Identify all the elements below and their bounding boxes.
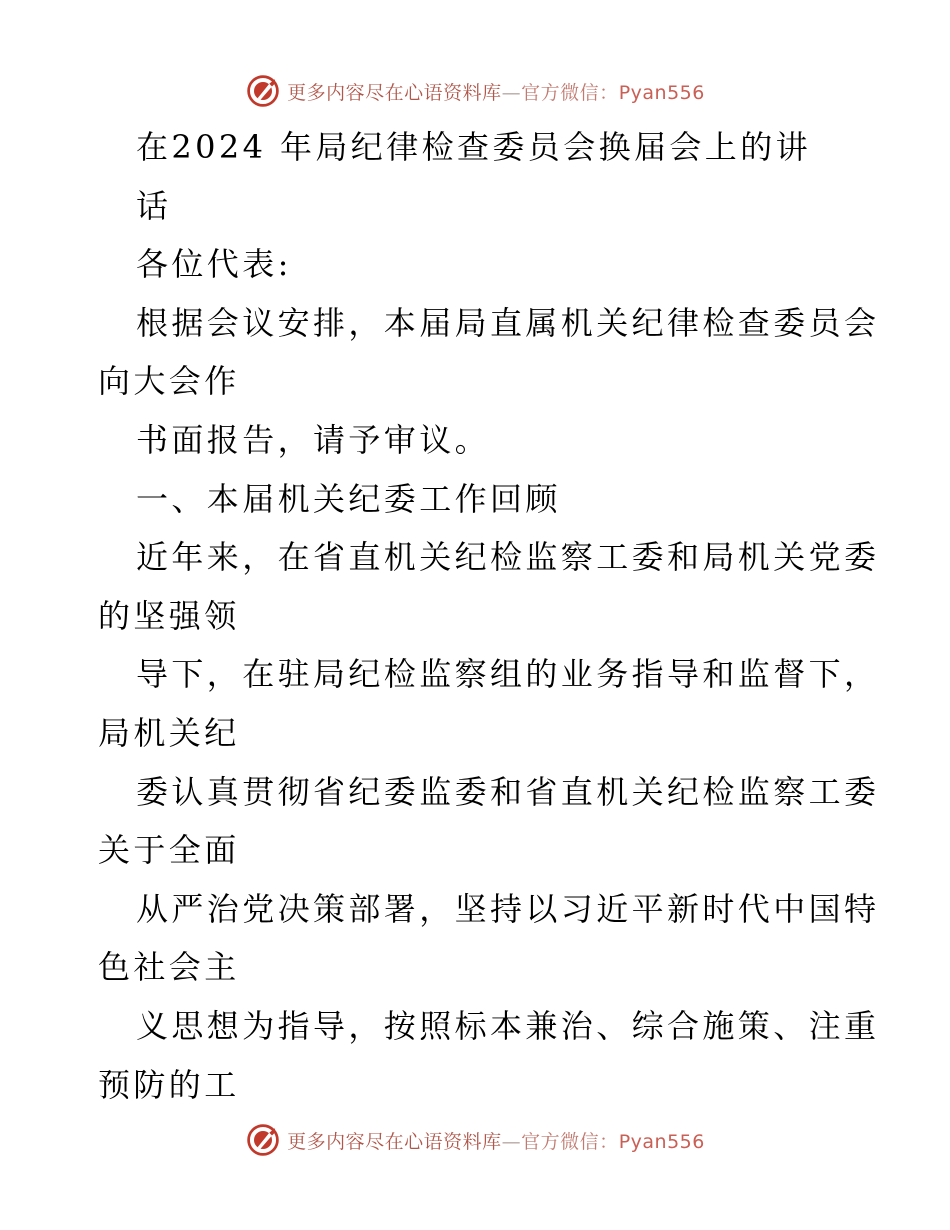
document-title-line-2: 话 <box>136 186 172 225</box>
pen-nib-seal-logo-icon <box>245 73 281 109</box>
paragraph-line: 委认真贯彻省纪委监委和省直机关纪检监察工委 <box>136 772 880 811</box>
paragraph-line: 导下，在驻局纪检监察组的业务指导和监督下， <box>136 655 880 694</box>
paragraph-line: 预防的工 <box>98 1065 240 1104</box>
paragraph-line: 义思想为指导，按照标本兼治、综合施策、注重 <box>136 1006 880 1045</box>
paragraph-line: 局机关纪 <box>98 713 240 752</box>
section-heading: 一、本届机关纪委工作回顾 <box>136 479 561 518</box>
paragraph-line: 的坚强领 <box>98 596 240 635</box>
document-title-line-1: 在2024 年局纪律检查委员会换届会上的讲 <box>136 128 812 166</box>
footer-watermark <box>0 1118 950 1162</box>
paragraph-line: 从严治党决策部署，坚持以习近平新时代中国特 <box>136 889 880 928</box>
paragraph-line: 向大会作 <box>98 362 240 401</box>
paragraph-line: 色社会主 <box>98 948 240 987</box>
salutation: 各位代表: <box>136 245 292 284</box>
pen-nib-seal-logo-icon <box>245 1122 281 1158</box>
watermark-text: 更多内容尽在心语资料库—官方微信：Pyan556 <box>287 81 705 104</box>
paragraph-line: 根据会议安排，本届局直属机关纪律检查委员会 <box>136 303 880 342</box>
paragraph-line: 关于全面 <box>98 831 240 870</box>
header-watermark <box>0 69 950 113</box>
document-body <box>98 118 880 1114</box>
watermark-text: 更多内容尽在心语资料库—官方微信：Pyan556 <box>287 1130 705 1153</box>
paragraph-line: 近年来，在省直机关纪检监察工委和局机关党委 <box>136 538 880 577</box>
paragraph-line: 书面报告，请予审议。 <box>136 420 491 459</box>
